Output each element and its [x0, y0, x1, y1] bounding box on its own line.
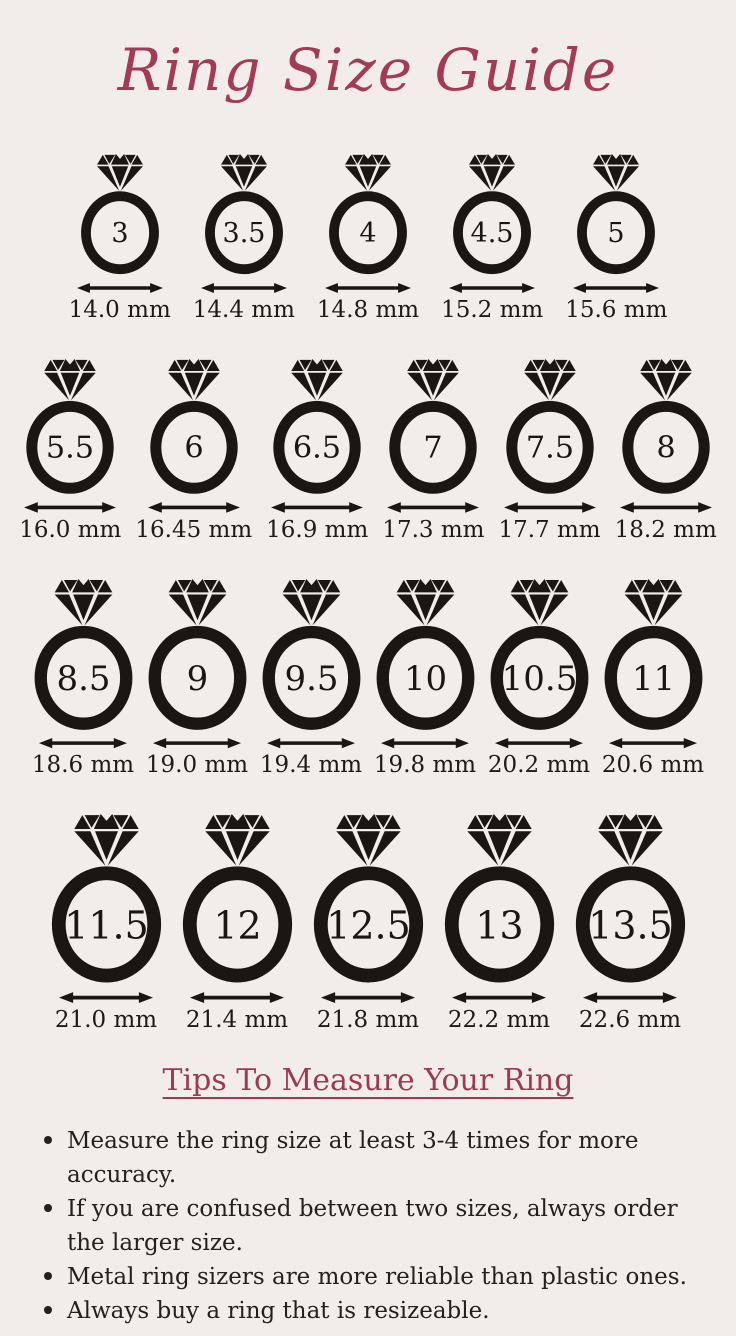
ring-size-number: 6.5	[293, 430, 342, 466]
diameter-arrow-icon	[325, 282, 411, 294]
diameter-label: 17.7 mm	[498, 516, 601, 543]
tip-text: Metal ring sizers are more reliable than plastic ones.	[67, 1263, 687, 1290]
diameter-arrow-icon	[573, 282, 659, 294]
ring-size-number: 6	[184, 430, 204, 466]
ring-size-cell	[615, 359, 717, 543]
ring-size-number: 10	[403, 658, 447, 699]
diameter-label: 18.2 mm	[614, 516, 717, 543]
ring-size-cell	[573, 814, 688, 1032]
ring-size-guide-page	[0, 28, 736, 1336]
ring-icon	[24, 359, 116, 494]
ring-size-cell	[180, 814, 295, 1032]
ring-size-number: 10.5	[501, 658, 577, 699]
ring-row-4	[0, 814, 736, 1032]
diameter-arrow-icon	[321, 991, 415, 1004]
diameter-label: 21.8 mm	[316, 1006, 420, 1033]
diameter-label: 20.2 mm	[487, 752, 591, 779]
bullet-icon	[44, 1204, 52, 1212]
ring-size-number: 12.5	[325, 904, 411, 949]
ring-size-cell	[441, 154, 543, 323]
ring-icon	[148, 359, 240, 494]
diameter-arrow-icon	[271, 501, 363, 514]
diameter-arrow-icon	[24, 501, 116, 514]
ring-icon	[203, 154, 285, 275]
ring-size-number: 12	[212, 904, 262, 949]
ring-icon	[49, 814, 164, 983]
ring-icon	[327, 154, 409, 275]
ring-row-2	[0, 359, 736, 543]
ring-size-cell	[49, 814, 164, 1032]
diameter-label: 19.4 mm	[259, 752, 363, 779]
ring-size-number: 4.5	[470, 218, 514, 250]
diameter-arrow-icon	[452, 991, 546, 1004]
diameter-arrow-icon	[381, 737, 469, 749]
ring-icon	[488, 579, 591, 730]
ring-icon	[451, 154, 533, 275]
ring-icon	[573, 814, 688, 983]
diameter-label: 20.6 mm	[601, 752, 705, 779]
ring-icon	[260, 579, 363, 730]
diameter-arrow-icon	[153, 737, 241, 749]
ring-size-number: 13	[474, 904, 524, 949]
diameter-label: 16.0 mm	[19, 516, 122, 543]
tip-item	[44, 1260, 706, 1294]
diameter-arrow-icon	[620, 501, 712, 514]
tips-section	[0, 1063, 736, 1098]
ring-size-number: 7.5	[525, 430, 574, 466]
page-title: Ring Size Guide	[117, 36, 619, 104]
diameter-arrow-icon	[449, 282, 535, 294]
ring-size-cell	[374, 579, 477, 779]
tip-text: Measure the ring size at least 3-4 times for more accuracy.	[67, 1127, 639, 1188]
ring-size-cell	[382, 359, 484, 543]
ring-icon	[311, 814, 426, 983]
diameter-arrow-icon	[583, 991, 677, 1004]
ring-icon	[79, 154, 161, 275]
ring-icon	[32, 579, 135, 730]
diameter-label: 16.9 mm	[266, 516, 369, 543]
diameter-label: 17.3 mm	[382, 516, 485, 543]
diameter-label: 21.0 mm	[54, 1006, 158, 1033]
diameter-arrow-icon	[39, 737, 127, 749]
ring-row-1	[0, 154, 736, 323]
diameter-arrow-icon	[59, 991, 153, 1004]
diameter-label: 19.0 mm	[145, 752, 249, 779]
ring-size-cell	[317, 154, 419, 323]
tip-item	[44, 1192, 706, 1260]
ring-size-cell	[602, 579, 705, 779]
ring-size-cell	[442, 814, 557, 1032]
ring-size-number: 8.5	[55, 658, 111, 699]
diameter-label: 18.6 mm	[31, 752, 135, 779]
ring-size-number: 11.5	[63, 904, 149, 949]
diameter-label: 15.6 mm	[565, 296, 668, 323]
ring-icon	[146, 579, 249, 730]
ring-size-number: 5.5	[46, 430, 95, 466]
ring-size-cell	[266, 359, 368, 543]
diameter-arrow-icon	[148, 501, 240, 514]
ring-size-cell	[135, 359, 252, 543]
diameter-arrow-icon	[387, 501, 479, 514]
ring-size-number: 7	[423, 430, 444, 466]
diameter-arrow-icon	[504, 501, 596, 514]
ring-icon	[387, 359, 479, 494]
diameter-label: 14.0 mm	[68, 296, 171, 323]
diameter-label: 14.4 mm	[192, 296, 295, 323]
diameter-label: 21.4 mm	[185, 1006, 289, 1033]
ring-size-cell	[311, 814, 426, 1032]
tip-item	[44, 1294, 706, 1328]
diameter-label: 16.45 mm	[135, 516, 253, 543]
ring-size-cell	[488, 579, 591, 779]
diameter-label: 14.8 mm	[316, 296, 420, 323]
ring-size-cell	[260, 579, 363, 779]
diameter-label: 19.8 mm	[373, 752, 477, 779]
ring-icon	[575, 154, 657, 275]
tip-text: Always buy a ring that is resizeable.	[67, 1297, 490, 1324]
ring-size-cell	[19, 359, 121, 543]
ring-size-cell	[565, 154, 667, 323]
ring-size-cell	[193, 154, 295, 323]
bullet-icon	[44, 1306, 52, 1314]
diameter-arrow-icon	[609, 737, 697, 749]
ring-size-chart	[0, 154, 736, 1033]
ring-size-number: 13.5	[587, 904, 673, 949]
diameter-arrow-icon	[201, 282, 287, 294]
diameter-arrow-icon	[190, 991, 284, 1004]
ring-size-cell	[69, 154, 171, 323]
ring-size-number: 9.5	[283, 658, 339, 699]
ring-size-cell	[32, 579, 135, 779]
tip-item	[44, 1124, 706, 1192]
ring-icon	[442, 814, 557, 983]
ring-size-number: 4	[359, 218, 377, 250]
ring-size-cell	[498, 359, 600, 543]
ring-size-number: 3	[111, 218, 129, 250]
tip-text: If you are confused between two sizes, always order the larger size.	[67, 1195, 678, 1256]
ring-icon	[504, 359, 596, 494]
ring-size-number: 11	[631, 658, 675, 699]
diameter-label: 15.2 mm	[441, 296, 544, 323]
ring-size-number: 9	[186, 658, 208, 699]
ring-size-number: 3.5	[222, 218, 266, 250]
tips-heading: Tips To Measure Your Ring	[162, 1062, 574, 1098]
bullet-icon	[44, 1272, 52, 1280]
diameter-label: 22.2 mm	[447, 1006, 551, 1033]
ring-icon	[374, 579, 477, 730]
ring-icon	[602, 579, 705, 730]
ring-size-number: 5	[607, 218, 625, 250]
bullet-icon	[44, 1136, 52, 1144]
diameter-arrow-icon	[267, 737, 355, 749]
diameter-label: 22.6 mm	[578, 1006, 682, 1033]
ring-icon	[180, 814, 295, 983]
diameter-arrow-icon	[495, 737, 583, 749]
ring-size-number: 8	[656, 430, 676, 466]
ring-size-cell	[146, 579, 249, 779]
ring-row-3	[0, 579, 736, 779]
ring-icon	[620, 359, 712, 494]
ring-icon	[271, 359, 363, 494]
diameter-arrow-icon	[77, 282, 163, 294]
tips-list	[30, 1124, 706, 1328]
